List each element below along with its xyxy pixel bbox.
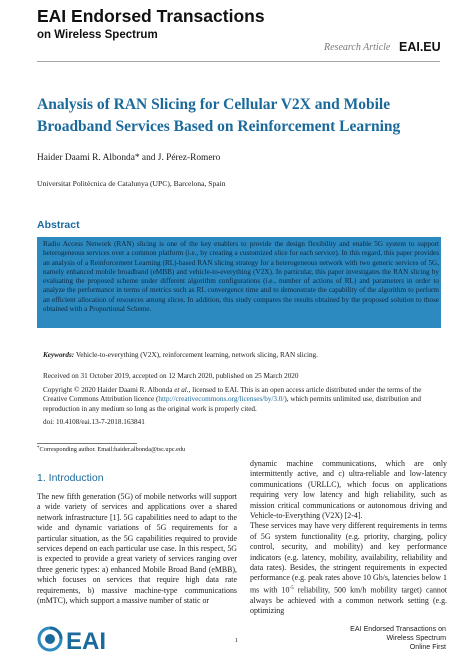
page-number: 1	[235, 637, 239, 644]
affiliation: Universitat Politècnica de Catalunya (UPC), Barcelona, Spain	[37, 179, 226, 188]
corresponding-author-footnote	[37, 446, 185, 453]
authors: Haider Daami R. Albonda* and J. Pérez-Romero	[37, 153, 221, 163]
copyright-etal: et al.	[174, 386, 189, 394]
copyright-notice	[43, 386, 439, 414]
intro-p2-post: reliability, 500 km/h mobility target) cannot always be achieved with a common network setting (e.g. optimizing	[250, 585, 447, 616]
footnote-mark: *	[37, 446, 40, 451]
keywords-label: Keywords:	[43, 351, 75, 359]
footnote-text: Corresponding author. Email:haider.albonda@tsc.upc.edu	[39, 446, 186, 453]
footer-journal-info	[316, 625, 446, 652]
intro-left-column: The new fifth generation (5G) of mobile networks will support a wide variety of services and applications over a shared network infrastructure [1]. 5G capabilities need to adapt to the wide and dynamic variations of 5G requirements for a particular situation, as the 5G capabilities required to provide services depend on each particular use case. In this respect, 5G is expected to provide a great variety of services ranging over three generic types: a) enhanced Mobile Broad Band (eMBB), which focuses on services that require high data rate requirements, b) massive machine-type communications (mMTC), which support a massive number of static or	[37, 492, 237, 606]
journal-subtitle: on Wireless Spectrum	[37, 29, 158, 41]
intro-p2-superscript: -5	[289, 585, 294, 591]
received-dates: Received on 31 October 2019, accepted on 12 March 2020, published on 25 March 2020	[43, 372, 299, 380]
journal-name: EAI Endorsed Transactions	[37, 6, 265, 26]
header-divider	[37, 61, 440, 62]
abstract-heading: Abstract	[37, 219, 80, 231]
footnote-divider	[37, 443, 137, 444]
keywords-text: Vehicle-to-everything (V2X), reinforcement learning, network slicing, RAN slicing.	[74, 351, 318, 359]
intro-right-column	[250, 459, 447, 617]
intro-p2-pre: These services may have very different requirements in terms of 5G system functionality (e.g. priority, charging, policy control, security, and mobility) and key performance indicators (e.g. latency, mobility, availability, reliability and data rates). Besides, the stringent requirements in expected performance (e.g. peak rates above 10 Gb/s, latencies below 1 ms with 10	[250, 521, 447, 595]
abstract-text: Radio Access Network (RAN) slicing is one of the key enablers to provide the design flexibility and enable 5G system to support heterogeneous services over a common platform (i.e., by creating a customized slice for each service). In this regard, this paper provides an analysis of a Reinforcement Learning (RL)-based RAN slicing strategy for a heterogeneous network with two generic services of 5G, namely enhanced mobile broadband (eMBB) and vehicle-to-everything (V2X). In particular, this paper investigates the RAN slicing by evaluating the proposed scheme under different algorithm configurations (i.e., number of actions of RL) and parameters in order to analyze the performance in terms of metrics such as RL convergence time and to demonstrate the capability of the algorithm to perform an efficient allocation of resources among slices. In addition, this study compares the results obtained by the proposed solution to those obtained with a Proportional Scheme.	[43, 240, 439, 314]
footer-line-1: EAI Endorsed Transactions on	[350, 625, 446, 633]
paper-title: Analysis of RAN Slicing for Cellular V2X and Mobile Broadband Services Based on Reinforcement Learning	[37, 96, 401, 135]
copyright-mid: , licensed to EAI. This is an open access article distributed under the terms of the Creative Commons Attribution licence (	[43, 386, 422, 404]
keywords	[43, 351, 439, 360]
section-heading-introduction: 1. Introduction	[37, 472, 104, 484]
eai-logo-text: EAI	[66, 628, 107, 653]
footer-line-2: Wireless Spectrum	[386, 634, 446, 642]
copyright-post: ), which permits unlimited use, distribution and reproduction in any medium so long as the original work is properly cited.	[43, 395, 421, 413]
intro-paragraph-2	[250, 521, 447, 616]
header-brand: EAI.EU	[399, 40, 441, 54]
license-link[interactable]: http://creativecommons.org/licenses/by/3.0/	[158, 395, 285, 404]
intro-paragraph-1: dynamic machine communications, which are only intermittently active, and c) ultra-reliable and low-latency communications (URLLC), which focus on applications requiring very low latency and high reliability, such as mission critical communications or autonomous driving and Vehicle-to-Everything (V2X) [2-4].	[250, 459, 447, 521]
doi[interactable]: doi: 10.4108/eai.13-7-2018.163841	[43, 418, 145, 426]
eai-logo	[37, 625, 133, 653]
article-type-label: Research Article	[324, 42, 391, 53]
footer-line-3: Online First	[409, 643, 446, 651]
copyright-pre: Copyright © 2020 Haider Daami R. Albonda	[43, 386, 175, 394]
